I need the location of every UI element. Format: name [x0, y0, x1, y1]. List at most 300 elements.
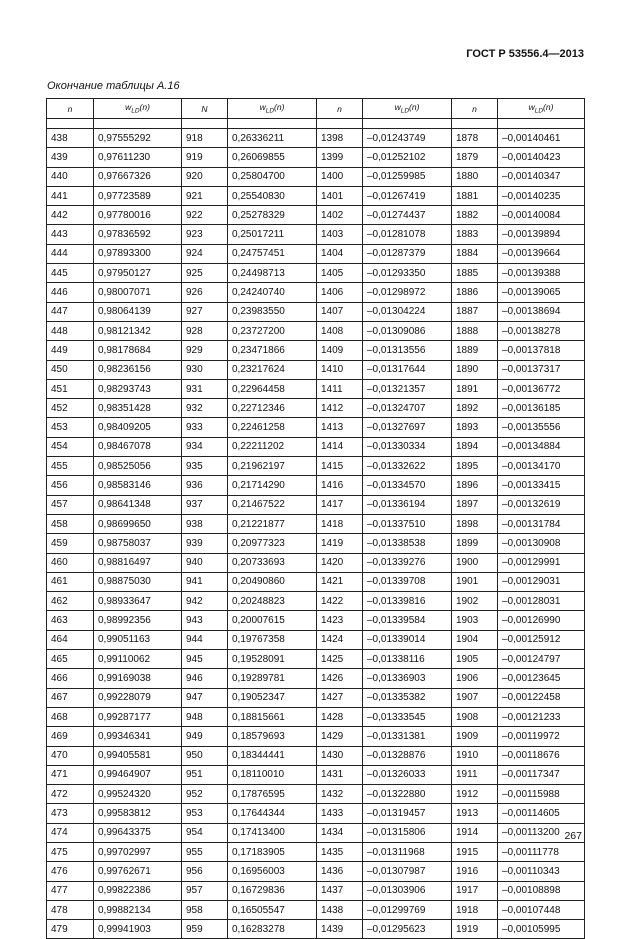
table-cell: 1416	[317, 476, 363, 495]
table-cell: 937	[182, 495, 228, 514]
table-cell: 932	[182, 399, 228, 418]
table-cell: –0,00137317	[498, 360, 585, 379]
table-cell: 0,20007615	[228, 611, 317, 630]
table-cell: 1419	[317, 534, 363, 553]
table-cell: –0,01324707	[363, 399, 452, 418]
table-cell: 939	[182, 534, 228, 553]
table-cell: 1398	[317, 129, 363, 148]
table-cell: –0,00115988	[498, 785, 585, 804]
table-cell: –0,01339816	[363, 592, 452, 611]
table-cell: 0,98236156	[94, 360, 182, 379]
table-cell: 1401	[317, 186, 363, 205]
table-cell: 0,25804700	[228, 167, 317, 186]
table-row	[47, 765, 585, 784]
table-cell: –0,01252102	[363, 148, 452, 167]
table-cell: 460	[47, 553, 94, 572]
table-row	[47, 534, 585, 553]
table-cell: 0,19528091	[228, 650, 317, 669]
table-cell: 1899	[452, 534, 498, 553]
table-cell: 440	[47, 167, 94, 186]
table-cell: 1878	[452, 129, 498, 148]
table-cell: 924	[182, 244, 228, 263]
table-cell: 0,16956003	[228, 862, 317, 881]
table-cell: 949	[182, 727, 228, 746]
table-row	[47, 418, 585, 437]
table-cell: 0,20490860	[228, 572, 317, 591]
table-cell: 479	[47, 920, 94, 939]
col-header: $w_{LD}(n)$	[228, 99, 317, 119]
table-cell: –0,01303906	[363, 881, 452, 900]
table-cell: 929	[182, 341, 228, 360]
table-cell: 0,24757451	[228, 244, 317, 263]
table-cell: 0,22964458	[228, 379, 317, 398]
table-row	[47, 746, 585, 765]
table-row	[47, 186, 585, 205]
table-cell: 945	[182, 650, 228, 669]
table-cell: 920	[182, 167, 228, 186]
table-cell: –0,01339014	[363, 630, 452, 649]
table-row	[47, 148, 585, 167]
table-cell: –0,00138694	[498, 302, 585, 321]
table-cell: –0,00139388	[498, 264, 585, 283]
table-cell: 926	[182, 283, 228, 302]
table-cell: 1906	[452, 669, 498, 688]
table-cell: –0,01326033	[363, 765, 452, 784]
col-header: $w_{LD}(n)$	[363, 99, 452, 119]
table-row	[47, 244, 585, 263]
table-cell: –0,00108898	[498, 881, 585, 900]
table-row	[47, 572, 585, 591]
table-cell: –0,00113200	[498, 823, 585, 842]
table-cell: 459	[47, 534, 94, 553]
table-cell: 1908	[452, 707, 498, 726]
table-cell: –0,00133415	[498, 476, 585, 495]
table-cell: 0,98467078	[94, 437, 182, 456]
table-cell: 1912	[452, 785, 498, 804]
table-cell: 1424	[317, 630, 363, 649]
table-cell: –0,01336194	[363, 495, 452, 514]
table-cell: 0,98875030	[94, 572, 182, 591]
table-row	[47, 785, 585, 804]
table-cell: –0,00136772	[498, 379, 585, 398]
table-cell: 1437	[317, 881, 363, 900]
table-cell: 0,17644344	[228, 804, 317, 823]
table-cell: 1882	[452, 206, 498, 225]
table-cell: 1886	[452, 283, 498, 302]
table-cell: 0,98816497	[94, 553, 182, 572]
table-cell: 1884	[452, 244, 498, 263]
document-header: ГОСТ Р 53556.4—2013	[466, 48, 584, 60]
table-cell: 1430	[317, 746, 363, 765]
table-cell: 0,99169038	[94, 669, 182, 688]
table-cell: –0,00124797	[498, 650, 585, 669]
table-cell: –0,00139664	[498, 244, 585, 263]
table-cell: 1435	[317, 842, 363, 861]
table-row	[47, 225, 585, 244]
table-row	[47, 842, 585, 861]
table-cell: –0,01330334	[363, 437, 452, 456]
table-cell: –0,00139065	[498, 283, 585, 302]
table-cell: 0,17413400	[228, 823, 317, 842]
header-spacer-row	[47, 119, 585, 129]
table-cell: –0,01336903	[363, 669, 452, 688]
table-row	[47, 650, 585, 669]
table-cell: 1911	[452, 765, 498, 784]
table-cell: –0,00122458	[498, 688, 585, 707]
table-cell: –0,00131784	[498, 514, 585, 533]
table-cell: –0,00140084	[498, 206, 585, 225]
table-cell: –0,01322880	[363, 785, 452, 804]
table-row	[47, 707, 585, 726]
table-cell: 925	[182, 264, 228, 283]
table-cell: 1407	[317, 302, 363, 321]
table-cell: 0,23983550	[228, 302, 317, 321]
table-row	[47, 302, 585, 321]
table-cell: 1431	[317, 765, 363, 784]
table-cell: 0,98933647	[94, 592, 182, 611]
table-caption: Окончание таблицы А.16	[47, 80, 180, 92]
table-cell: 478	[47, 900, 94, 919]
table-cell: 0,99822386	[94, 881, 182, 900]
table-cell: 1881	[452, 186, 498, 205]
table-cell: 1412	[317, 399, 363, 418]
table-row	[47, 920, 585, 939]
table-cell: 0,23217624	[228, 360, 317, 379]
col-header: n	[452, 99, 498, 119]
col-header: N	[182, 99, 228, 119]
table-cell: 0,18815661	[228, 707, 317, 726]
table-row	[47, 688, 585, 707]
table-cell: –0,00130908	[498, 534, 585, 553]
table-cell: –0,00138278	[498, 321, 585, 340]
table-cell: 0,22712346	[228, 399, 317, 418]
table-cell: 1919	[452, 920, 498, 939]
table-cell: 1436	[317, 862, 363, 881]
table-cell: 1421	[317, 572, 363, 591]
table-cell: 1910	[452, 746, 498, 765]
table-cell: 0,19289781	[228, 669, 317, 688]
table-cell: 461	[47, 572, 94, 591]
table-cell: –0,00119972	[498, 727, 585, 746]
table-cell: –0,00134170	[498, 457, 585, 476]
table-cell: 455	[47, 457, 94, 476]
table-cell: 1890	[452, 360, 498, 379]
table-cell: 0,98178684	[94, 341, 182, 360]
table-cell: 1885	[452, 264, 498, 283]
table-cell: –0,00140423	[498, 148, 585, 167]
table-cell: 454	[47, 437, 94, 456]
table-cell: 464	[47, 630, 94, 649]
table-cell: 463	[47, 611, 94, 630]
table-cell: 0,97555292	[94, 129, 182, 148]
table-row	[47, 264, 585, 283]
table-cell: 1428	[317, 707, 363, 726]
table-cell: 1917	[452, 881, 498, 900]
table-cell: –0,00139894	[498, 225, 585, 244]
table-cell: 1903	[452, 611, 498, 630]
table-cell: 475	[47, 842, 94, 861]
table-cell: 950	[182, 746, 228, 765]
table-cell: 466	[47, 669, 94, 688]
table-cell: 1429	[317, 727, 363, 746]
table-cell: –0,01319457	[363, 804, 452, 823]
table-row	[47, 823, 585, 842]
table-cell: –0,01259985	[363, 167, 452, 186]
table-cell: 446	[47, 283, 94, 302]
table-cell: 0,22461258	[228, 418, 317, 437]
table-cell: –0,01337510	[363, 514, 452, 533]
table-cell: 936	[182, 476, 228, 495]
table-cell: –0,00137818	[498, 341, 585, 360]
table-row	[47, 727, 585, 746]
table-cell: 923	[182, 225, 228, 244]
table-cell: 0,19052347	[228, 688, 317, 707]
table-row	[47, 360, 585, 379]
table-cell: 934	[182, 437, 228, 456]
table-cell: 918	[182, 129, 228, 148]
table-cell: 1410	[317, 360, 363, 379]
table-cell: –0,00140235	[498, 186, 585, 205]
table-cell: 1422	[317, 592, 363, 611]
table-cell: 1914	[452, 823, 498, 842]
table-cell: –0,01298972	[363, 283, 452, 302]
table-cell: 467	[47, 688, 94, 707]
table-cell: 448	[47, 321, 94, 340]
table-cell: 919	[182, 148, 228, 167]
table-cell: –0,01328876	[363, 746, 452, 765]
table-cell: –0,01313556	[363, 341, 452, 360]
table-cell: –0,01267419	[363, 186, 452, 205]
table-cell: 0,98351428	[94, 399, 182, 418]
table-cell: 0,23471866	[228, 341, 317, 360]
table-cell: 1880	[452, 167, 498, 186]
table-cell: 0,99228079	[94, 688, 182, 707]
table-cell: –0,00107448	[498, 900, 585, 919]
table-cell: –0,00132619	[498, 495, 585, 514]
table-cell: 451	[47, 379, 94, 398]
table-row	[47, 592, 585, 611]
table-cell: 942	[182, 592, 228, 611]
table-cell: –0,01332622	[363, 457, 452, 476]
table-cell: 1887	[452, 302, 498, 321]
table-cell: 0,99051163	[94, 630, 182, 649]
table-cell: 438	[47, 129, 94, 148]
table-row	[47, 341, 585, 360]
table-cell: 947	[182, 688, 228, 707]
table-cell: 470	[47, 746, 94, 765]
table-cell: –0,01338116	[363, 650, 452, 669]
table-cell: 453	[47, 418, 94, 437]
table-cell: 0,99882134	[94, 900, 182, 919]
table-row	[47, 379, 585, 398]
table-cell: 1904	[452, 630, 498, 649]
table-cell: 473	[47, 804, 94, 823]
table-cell: 1889	[452, 341, 498, 360]
table-cell: 0,98699650	[94, 514, 182, 533]
table-cell: 1896	[452, 476, 498, 495]
table-cell: –0,01339276	[363, 553, 452, 572]
table-cell: 0,98409205	[94, 418, 182, 437]
table-cell: –0,01307987	[363, 862, 452, 881]
table-cell: 0,99287177	[94, 707, 182, 726]
table-cell: 933	[182, 418, 228, 437]
table-row	[47, 862, 585, 881]
table-cell: 1902	[452, 592, 498, 611]
table-cell: 0,97611230	[94, 148, 182, 167]
table-cell: 1423	[317, 611, 363, 630]
table-cell: 952	[182, 785, 228, 804]
table-cell: 0,99702997	[94, 842, 182, 861]
table-cell: –0,00111778	[498, 842, 585, 861]
table-row	[47, 611, 585, 630]
table-cell: 954	[182, 823, 228, 842]
table-cell: 0,98293743	[94, 379, 182, 398]
table-cell: 477	[47, 881, 94, 900]
table-cell: 472	[47, 785, 94, 804]
table-cell: 0,18579693	[228, 727, 317, 746]
table-cell: 457	[47, 495, 94, 514]
table-cell: 1909	[452, 727, 498, 746]
table-cell: 1433	[317, 804, 363, 823]
table-cell: 1404	[317, 244, 363, 263]
table-cell: 471	[47, 765, 94, 784]
table-cell: 0,97836592	[94, 225, 182, 244]
table-cell: 0,98064139	[94, 302, 182, 321]
table-cell: 0,23727200	[228, 321, 317, 340]
table-cell: 0,20977323	[228, 534, 317, 553]
table-cell: –0,01331381	[363, 727, 452, 746]
table-cell: 452	[47, 399, 94, 418]
table-cell: 1913	[452, 804, 498, 823]
table-cell: 1893	[452, 418, 498, 437]
table-cell: 935	[182, 457, 228, 476]
table-cell: 1879	[452, 148, 498, 167]
table-cell: 450	[47, 360, 94, 379]
table-cell: 444	[47, 244, 94, 263]
table-cell: –0,01339708	[363, 572, 452, 591]
table-cell: 1402	[317, 206, 363, 225]
table-cell: 462	[47, 592, 94, 611]
table-cell: 1406	[317, 283, 363, 302]
table-cell: –0,01327697	[363, 418, 452, 437]
table-row	[47, 129, 585, 148]
table-cell: 1901	[452, 572, 498, 591]
table-cell: –0,00135556	[498, 418, 585, 437]
table-cell: 0,21221877	[228, 514, 317, 533]
table-row	[47, 321, 585, 340]
table-cell: 0,18344441	[228, 746, 317, 765]
table-cell: –0,00118676	[498, 746, 585, 765]
table-cell: 1418	[317, 514, 363, 533]
table-cell: 943	[182, 611, 228, 630]
table-cell: 957	[182, 881, 228, 900]
table-cell: 948	[182, 707, 228, 726]
table-cell: –0,00125912	[498, 630, 585, 649]
table-cell: 1894	[452, 437, 498, 456]
table-cell: 930	[182, 360, 228, 379]
table-cell: –0,00126990	[498, 611, 585, 630]
table-cell: 465	[47, 650, 94, 669]
table-cell: 1900	[452, 553, 498, 572]
table-cell: 449	[47, 341, 94, 360]
table-cell: 0,24498713	[228, 264, 317, 283]
table-cell: 441	[47, 186, 94, 205]
table-cell: 1420	[317, 553, 363, 572]
table-cell: –0,01304224	[363, 302, 452, 321]
table-cell: 0,99762671	[94, 862, 182, 881]
table-cell: 0,99583812	[94, 804, 182, 823]
table-cell: 0,17183905	[228, 842, 317, 861]
table-cell: 941	[182, 572, 228, 591]
table-cell: 1918	[452, 900, 498, 919]
table-cell: 1883	[452, 225, 498, 244]
table-cell: –0,01274437	[363, 206, 452, 225]
table-cell: 0,99110062	[94, 650, 182, 669]
table-cell: –0,01333545	[363, 707, 452, 726]
table-cell: 1888	[452, 321, 498, 340]
table-cell: –0,01335382	[363, 688, 452, 707]
table-row	[47, 476, 585, 495]
table-cell: 958	[182, 900, 228, 919]
table-cell: 0,98121342	[94, 321, 182, 340]
table-cell: 456	[47, 476, 94, 495]
table-cell: –0,01293350	[363, 264, 452, 283]
table-row	[47, 514, 585, 533]
table-row	[47, 553, 585, 572]
table-cell: 1438	[317, 900, 363, 919]
table-cell: 0,98992356	[94, 611, 182, 630]
table-cell: 0,98583146	[94, 476, 182, 495]
table-cell: 469	[47, 727, 94, 746]
table-cell: 0,98641348	[94, 495, 182, 514]
table-cell: 1413	[317, 418, 363, 437]
table-cell: 0,99346341	[94, 727, 182, 746]
table-cell: 1907	[452, 688, 498, 707]
page-number: 267	[564, 830, 582, 842]
table-cell: 1426	[317, 669, 363, 688]
table-cell: 447	[47, 302, 94, 321]
table-cell: 442	[47, 206, 94, 225]
table-cell: 0,21962197	[228, 457, 317, 476]
values-table	[46, 98, 585, 939]
table-cell: –0,01287379	[363, 244, 452, 263]
table-cell: 0,24240740	[228, 283, 317, 302]
table-cell: 1897	[452, 495, 498, 514]
table-cell: 0,97667326	[94, 167, 182, 186]
table-row	[47, 206, 585, 225]
table-body	[47, 129, 585, 939]
table-cell: 955	[182, 842, 228, 861]
table-cell: –0,01309086	[363, 321, 452, 340]
table-cell: 938	[182, 514, 228, 533]
table-cell: 468	[47, 707, 94, 726]
table-cell: 458	[47, 514, 94, 533]
table-cell: 0,22211202	[228, 437, 317, 456]
table-cell: –0,00128031	[498, 592, 585, 611]
table-cell: –0,00134884	[498, 437, 585, 456]
table-cell: 922	[182, 206, 228, 225]
table-cell: 921	[182, 186, 228, 205]
table-cell: 1408	[317, 321, 363, 340]
table-cell: 1415	[317, 457, 363, 476]
table-cell: 476	[47, 862, 94, 881]
table-cell: –0,00140461	[498, 129, 585, 148]
table-cell: –0,01243749	[363, 129, 452, 148]
table-cell: 0,25017211	[228, 225, 317, 244]
table-cell: 1898	[452, 514, 498, 533]
table-cell: 0,25278329	[228, 206, 317, 225]
table-cell: 1425	[317, 650, 363, 669]
